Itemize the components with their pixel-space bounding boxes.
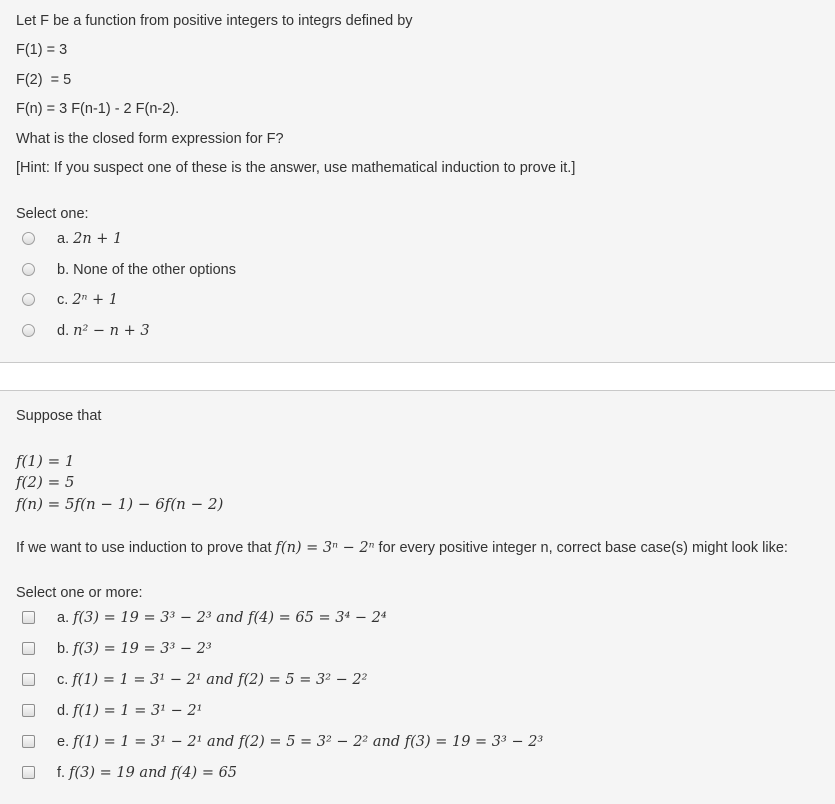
definition-f1: f(1) = 1 bbox=[16, 452, 75, 470]
option-letter: f. bbox=[57, 765, 66, 781]
option-math: f(3) = 19 = 3³ − 2³ and f(4) = 65 = 3⁴ − 2⁴ bbox=[73, 610, 387, 626]
question-1-hint: [Hint: If you suspect one of these is the answer, use mathematical induction to prove it.] bbox=[16, 160, 576, 176]
definition-f2: f(2) = 5 bbox=[16, 473, 75, 491]
option-letter: e. bbox=[57, 734, 70, 750]
prompt-text: If we want to use induction to prove that bbox=[16, 540, 276, 556]
definition-fn: f(n) = 5f(n − 1) − 6f(n − 2) bbox=[16, 495, 224, 513]
definition-f1: F(1) = 3 bbox=[16, 42, 68, 58]
option-letter: a. bbox=[57, 610, 70, 626]
option-math: f(1) = 1 = 3¹ − 2¹ and f(2) = 5 = 3² − 2² bbox=[72, 672, 368, 688]
option-letter: d. bbox=[57, 703, 70, 719]
radio-button[interactable] bbox=[22, 293, 35, 306]
prompt-text-end: for every positive integer n, correct base case(s) might look like: bbox=[374, 540, 788, 556]
definition-fn: F(n) = 3 F(n-1) - 2 F(n-2). bbox=[16, 101, 180, 117]
checkbox[interactable] bbox=[22, 766, 35, 779]
checkbox[interactable] bbox=[22, 704, 35, 717]
option-math: f(1) = 1 = 3¹ − 2¹ and f(2) = 5 = 3² − 2² and f(3) = 19 = 3³ − 2³ bbox=[73, 734, 544, 750]
option-math: 2ⁿ + 1 bbox=[72, 292, 119, 308]
radio-button[interactable] bbox=[22, 232, 35, 245]
prompt-math: f(n) = 3ⁿ − 2ⁿ bbox=[275, 540, 375, 556]
checkbox[interactable] bbox=[22, 642, 35, 655]
option-letter: c. bbox=[57, 672, 69, 688]
option-math: 2n + 1 bbox=[73, 231, 123, 247]
option-letter: b. bbox=[57, 262, 70, 278]
option-letter: d. bbox=[57, 323, 70, 339]
option-letter: a. bbox=[57, 231, 70, 247]
question-2-panel bbox=[0, 390, 835, 804]
question-1-prompt: What is the closed form expression for F? bbox=[16, 131, 284, 147]
question-1-intro: Let F be a function from positive integers to integrs defined by bbox=[16, 13, 413, 29]
checkbox[interactable] bbox=[22, 735, 35, 748]
select-one-prompt: Select one: bbox=[16, 206, 89, 222]
option-letter: b. bbox=[57, 641, 70, 657]
option-math: n² − n + 3 bbox=[73, 323, 150, 339]
question-separator bbox=[0, 363, 835, 390]
definition-f2: F(2) = 5 bbox=[16, 72, 72, 88]
question-2-prompt bbox=[16, 540, 788, 556]
question-1-panel bbox=[0, 0, 835, 363]
radio-button[interactable] bbox=[22, 263, 35, 276]
option-letter: c. bbox=[57, 292, 69, 308]
option-text: None of the other options bbox=[73, 262, 236, 278]
checkbox[interactable] bbox=[22, 611, 35, 624]
option-math: f(3) = 19 and f(4) = 65 bbox=[69, 765, 238, 781]
radio-button[interactable] bbox=[22, 324, 35, 337]
option-math: f(1) = 1 = 3¹ − 2¹ bbox=[73, 703, 203, 719]
checkbox[interactable] bbox=[22, 673, 35, 686]
select-one-or-more-prompt: Select one or more: bbox=[16, 585, 143, 601]
question-2-intro: Suppose that bbox=[16, 408, 102, 424]
option-math: f(3) = 19 = 3³ − 2³ bbox=[73, 641, 212, 657]
